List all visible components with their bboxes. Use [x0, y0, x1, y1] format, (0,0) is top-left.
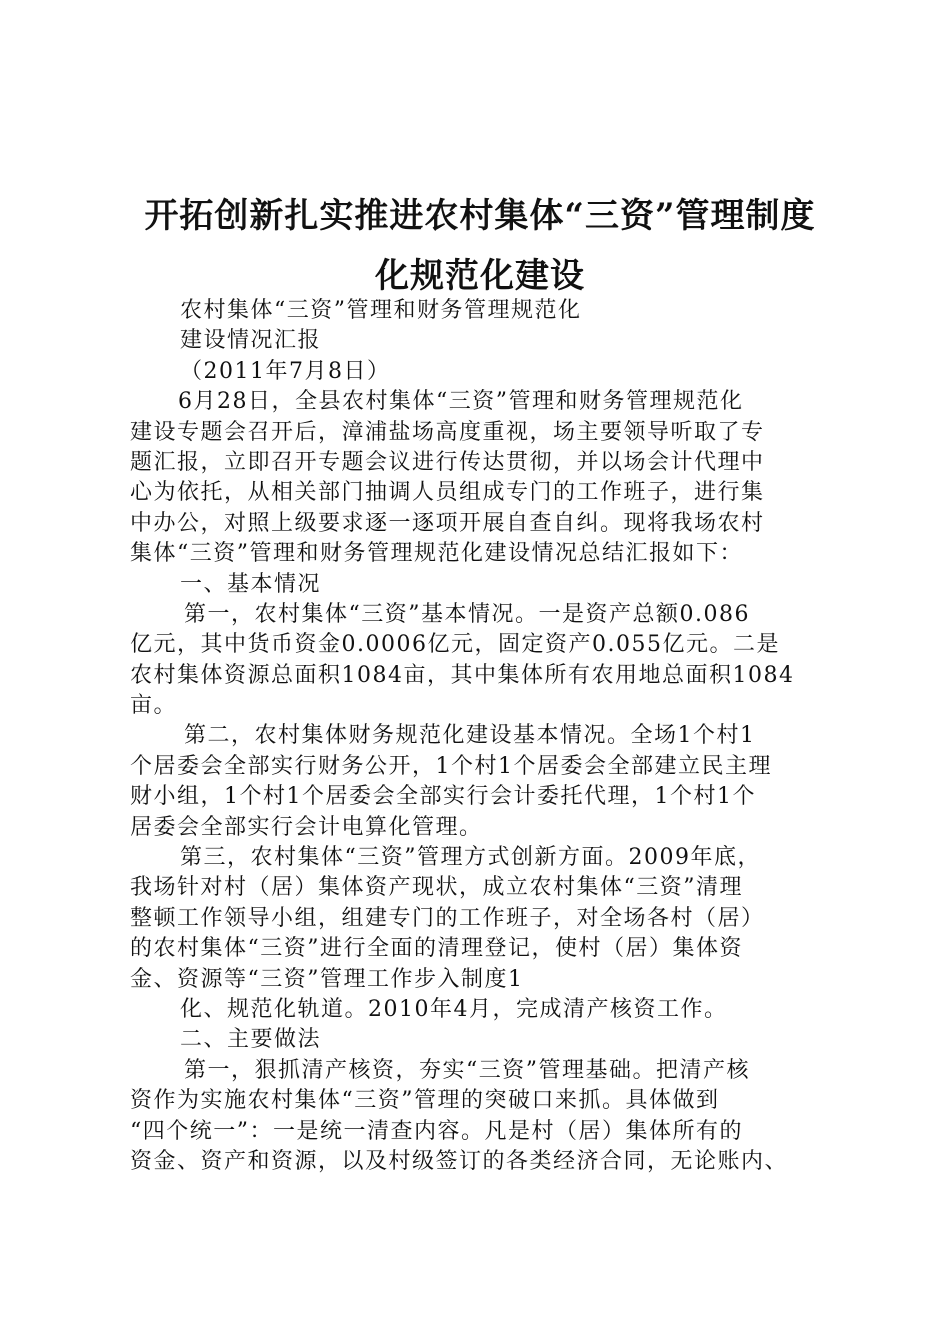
paragraph-line: 中办公，对照上级要求逐一逐项开展自查自纠。现将我场农村	[130, 510, 765, 536]
paragraph-line: 第一，农村集体“三资”基本情况。一是资产总额0.086	[184, 601, 750, 627]
paragraph-line: 资作为实施农村集体“三资”管理的突破口来抓。具体做到	[130, 1088, 720, 1114]
paragraph-line: 集体“三资”管理和财务管理规范化建设情况总结汇报如下：	[130, 541, 743, 567]
paragraph-line: 资金、资产和资源，以及村级签订的各类经济合同，无论账内、	[130, 1148, 789, 1174]
paragraph-line: 化、规范化轨道。2010年4月，完成清产核资工作。	[180, 996, 728, 1022]
subtitle-line: 农村集体“三资”管理和财务管理规范化	[180, 298, 582, 323]
paragraph-line: 居委会全部实行会计电算化管理。	[130, 814, 483, 840]
document-title-line-2: 化规范化建设	[375, 256, 585, 296]
paragraph-line: 个居委会全部实行财务公开，1个村1个居委会全部建立民主理	[130, 753, 772, 779]
document-title-line-1: 开拓创新扎实推进农村集体“三资”管理制度	[144, 196, 816, 236]
paragraph-line: “四个统一”：一是统一清查内容。凡是村（居）集体所有的	[130, 1118, 743, 1144]
report-date: （2011年7月8日）	[180, 358, 391, 384]
paragraph-line: 题汇报，立即召开专题会议进行传达贯彻，并以场会计代理中	[130, 449, 765, 475]
paragraph-line: 农村集体资源总面积1084亩，其中集体所有农用地总面积1084	[130, 662, 795, 688]
paragraph-line: 6月28日，全县农村集体“三资”管理和财务管理规范化	[178, 389, 744, 415]
subtitle-line: 建设情况汇报	[180, 328, 322, 354]
paragraph-line: 第二，农村集体财务规范化建设基本情况。全场1个村1	[184, 723, 756, 749]
paragraph-line: 建设专题会召开后，漳浦盐场高度重视，场主要领导听取了专	[130, 419, 765, 445]
paragraph-line: 金、资源等“三资”管理工作步入制度1	[130, 966, 524, 992]
paragraph-line: 亿元，其中货币资金0.0006亿元，固定资产0.055亿元。二是	[130, 632, 780, 658]
paragraph-line: 亩。	[130, 693, 178, 719]
document-body	[130, 296, 850, 1177]
section-heading: 一、基本情况	[180, 571, 322, 597]
paragraph-line: 我场针对村（居）集体资产现状，成立农村集体“三资”清理	[130, 875, 743, 901]
paragraph-line: 的农村集体“三资”进行全面的清理登记，使村（居）集体资	[130, 936, 743, 962]
paragraph-line: 第三，农村集体“三资”管理方式创新方面。2009年底，	[180, 845, 761, 871]
paragraph-line: 第一，狠抓清产核资，夯实“三资”管理基础。把清产核	[184, 1057, 750, 1083]
paragraph-line: 心为依托，从相关部门抽调人员组成专门的工作班子，进行集	[130, 480, 765, 506]
section-heading: 二、主要做法	[180, 1027, 322, 1053]
paragraph-line: 财小组，1个村1个居委会全部实行会计委托代理，1个村1个	[130, 784, 756, 810]
paragraph-line: 整顿工作领导小组，组建专门的工作班子，对全场各村（居）	[130, 905, 765, 931]
